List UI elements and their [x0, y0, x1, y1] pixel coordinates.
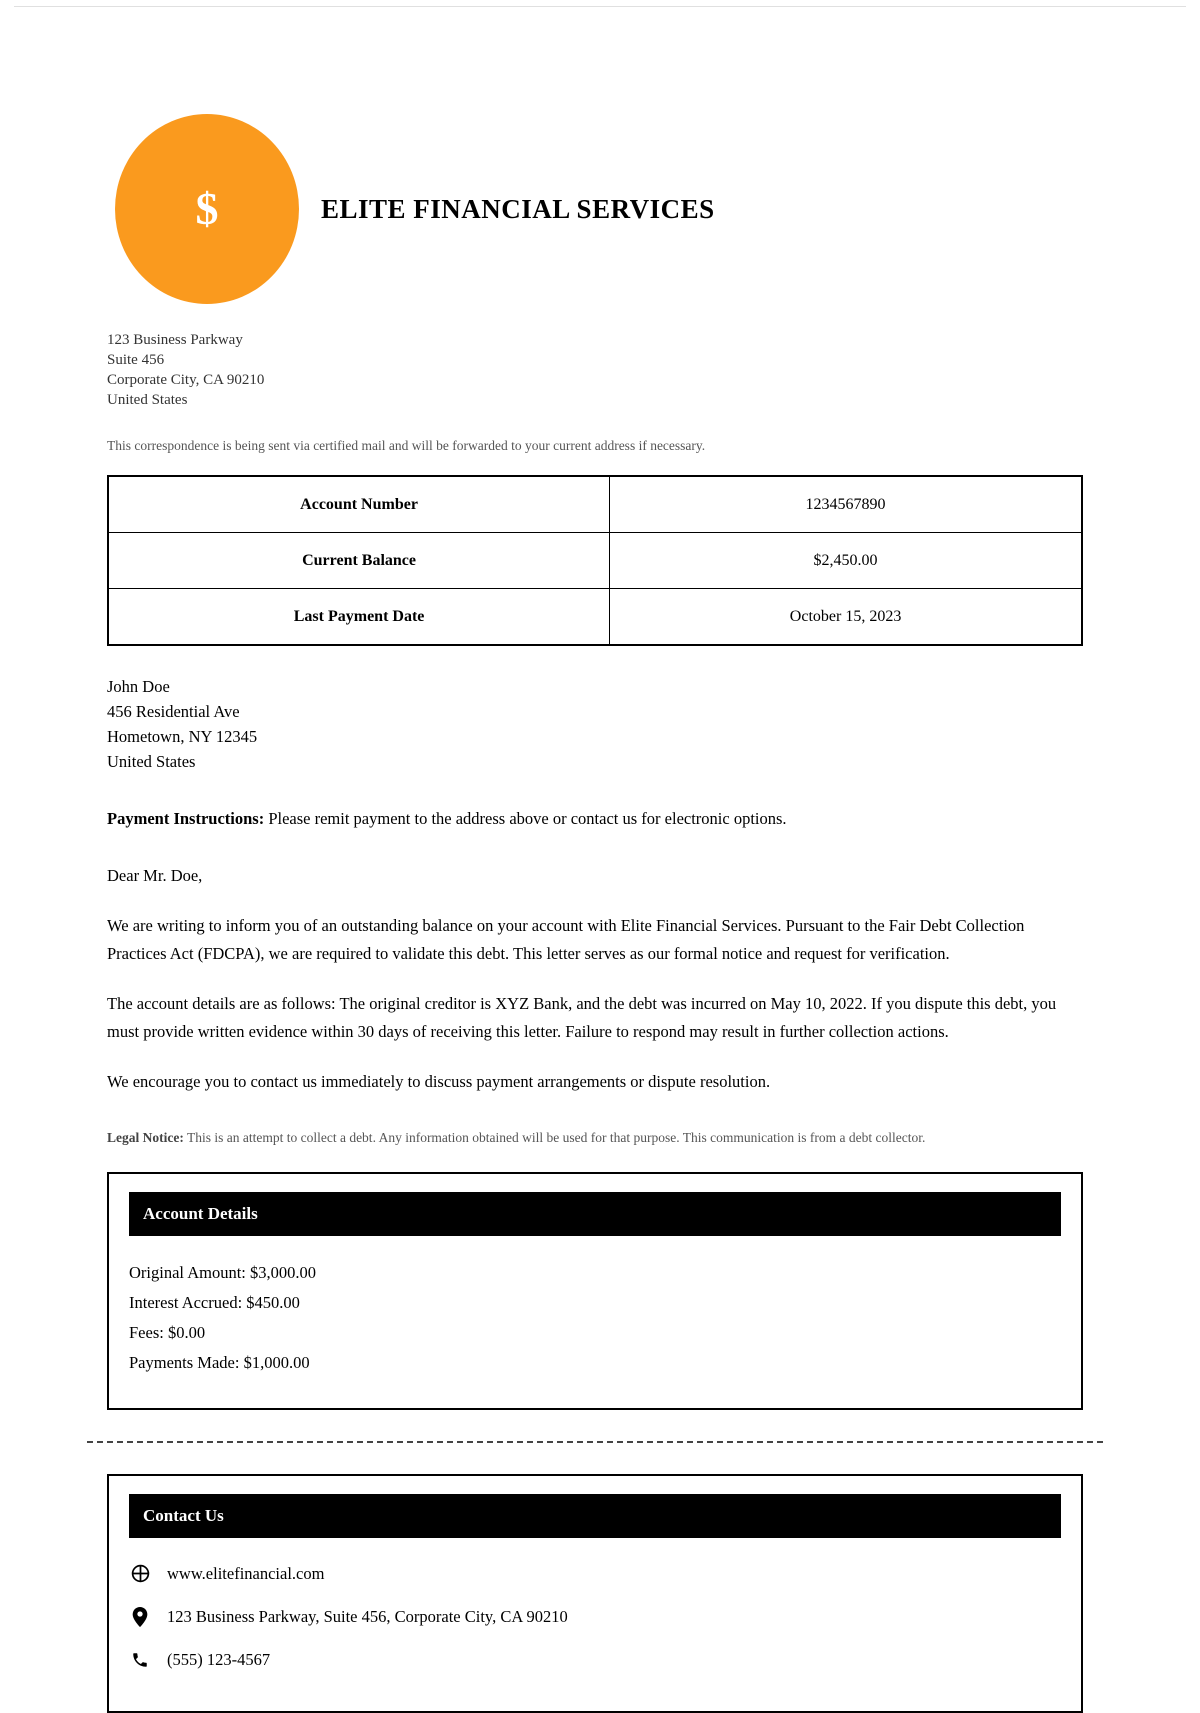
legal-notice-text: This is an attempt to collect a debt. Any information obtained will be used for that purpose. This communication is from a debt collector. [183, 1130, 926, 1145]
table-row [108, 476, 1082, 533]
globe-icon [129, 1563, 151, 1584]
letter-paragraph: We encourage you to contact us immediately to discuss payment arrangements or dispute resolution. [107, 1072, 771, 1091]
legal-notice [107, 1129, 1083, 1147]
contact-row-phone [129, 1638, 1061, 1681]
address-line: United States [107, 392, 188, 408]
account-summary-table [107, 475, 1083, 646]
sender-address [107, 330, 1083, 410]
detail-item: Original Amount: $3,000.00 [129, 1263, 316, 1282]
letter-paragraph: The account details are as follows: The original creditor is XYZ Bank, and the debt was incurred on May 10, 2022. If you dispute this debt, you must provide written evidence within 30 days of receiving this letter. Failure to respond may result in further collection actions. [107, 994, 1057, 1041]
contact-text: 123 Business Parkway, Suite 456, Corporate City, CA 90210 [167, 1606, 568, 1626]
company-logo [115, 114, 299, 304]
company-name: ELITE FINANCIAL SERVICES [321, 193, 715, 224]
contact-row-website [129, 1552, 1061, 1595]
payment-instructions-label: Payment Instructions: [107, 809, 265, 828]
contact-header: Contact Us [129, 1494, 1061, 1538]
address-line: John Doe [107, 677, 170, 696]
salutation: Dear Mr. Doe, [107, 866, 203, 885]
address-line: Corporate City, CA 90210 [107, 372, 265, 388]
dashed-divider [87, 1441, 1103, 1443]
address-line: Suite 456 [107, 352, 165, 368]
account-details-items [129, 1258, 1061, 1378]
row-value: $2,450.00 [610, 533, 1082, 589]
dollar-icon: $ [195, 183, 219, 234]
row-label: Current Balance [108, 533, 610, 589]
account-details-header: Account Details [129, 1192, 1061, 1236]
certified-mail-notice: This correspondence is being sent via certified mail and will be forwarded to your current address if necessary. [107, 438, 706, 453]
address-line: 456 Residential Ave [107, 702, 240, 721]
phone-icon [129, 1651, 151, 1669]
table-row [108, 533, 1082, 589]
payment-instructions-text: Please remit payment to the address above or contact us for electronic options. [264, 809, 787, 828]
row-label: Account Number [108, 476, 610, 533]
detail-item: Fees: $0.00 [129, 1323, 206, 1342]
contact-text: www.elitefinancial.com [167, 1563, 325, 1583]
address-line: Hometown, NY 12345 [107, 727, 258, 746]
detail-item: Payments Made: $1,000.00 [129, 1353, 310, 1372]
recipient-address [107, 674, 1083, 774]
letter-paragraph: We are writing to inform you of an outstanding balance on your account with Elite Financial Services. Pursuant to the Fair Debt Collection Practices Act (FDCPA), we are required to validate this debt. This letter serves as our formal notice and request for verification. [107, 916, 1025, 963]
contact-box [107, 1474, 1083, 1713]
account-details-box [107, 1172, 1083, 1410]
location-pin-icon [129, 1607, 151, 1627]
row-value: October 15, 2023 [610, 589, 1082, 646]
address-line: 123 Business Parkway [107, 332, 243, 348]
row-value: 1234567890 [610, 476, 1082, 533]
address-line: United States [107, 752, 196, 771]
contact-row-address [129, 1595, 1061, 1638]
table-row [108, 589, 1082, 646]
row-label: Last Payment Date [108, 589, 610, 646]
detail-item: Interest Accrued: $450.00 [129, 1293, 300, 1312]
letterhead [107, 7, 1083, 304]
contact-text: (555) 123-4567 [167, 1649, 271, 1669]
payment-instructions [107, 806, 1083, 832]
contact-rows [129, 1552, 1061, 1681]
legal-notice-label: Legal Notice: [107, 1130, 184, 1145]
letter-page [0, 7, 1200, 1713]
